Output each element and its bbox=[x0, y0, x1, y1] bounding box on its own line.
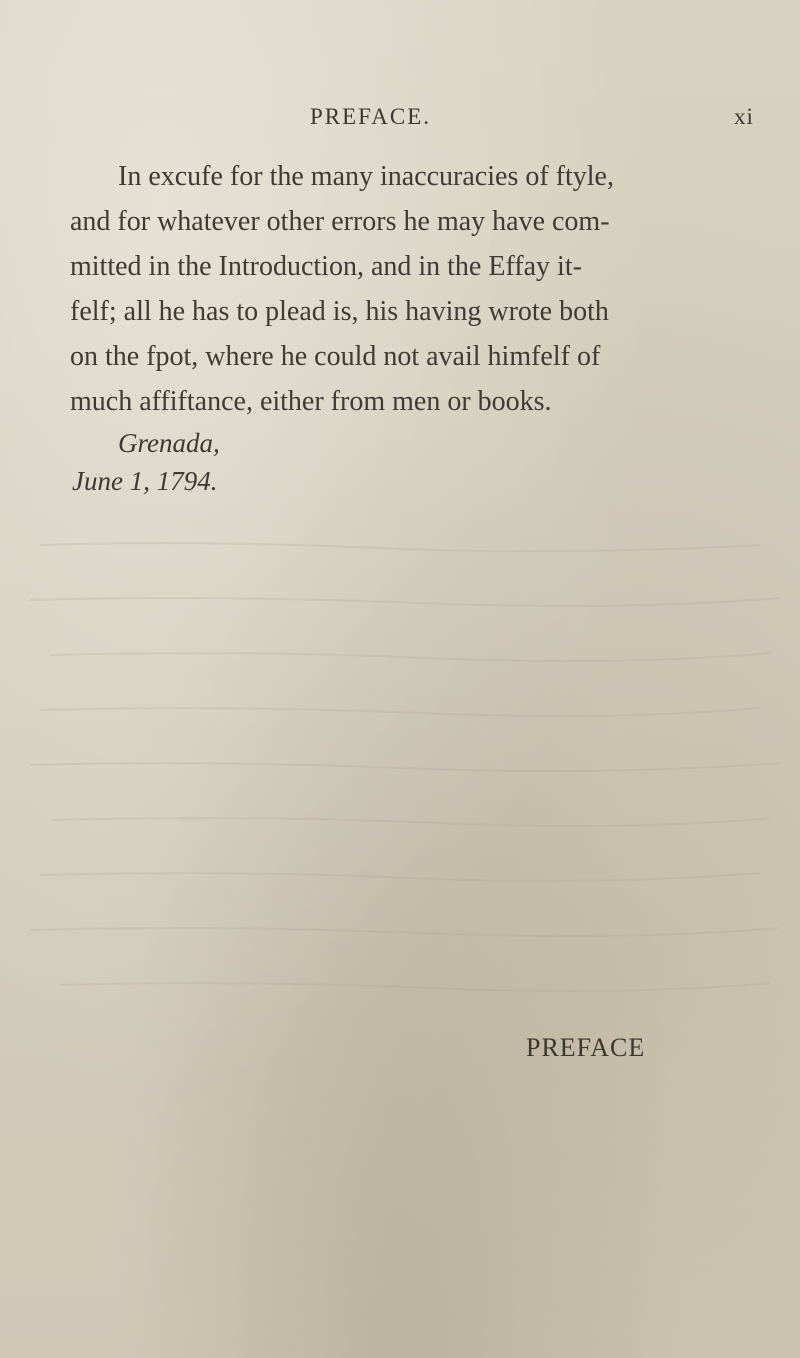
running-title: PREFACE. bbox=[310, 104, 432, 129]
page-number: xi bbox=[734, 104, 754, 129]
catchword: PREFACE bbox=[526, 1033, 646, 1062]
paragraph-line: much affiftance, either from men or books. bbox=[70, 386, 552, 417]
paragraph-line: In excufe for the many inaccuracies of ftyle, bbox=[118, 161, 614, 192]
signoff-date: June 1, 1794. bbox=[72, 466, 218, 496]
signoff-place: Grenada, bbox=[118, 428, 220, 458]
paragraph-line: on the fpot, where he could not avail himfelf of bbox=[70, 341, 601, 372]
paragraph-line: felf; all he has to plead is, his having wrote both bbox=[70, 296, 609, 327]
preface-paragraph bbox=[70, 154, 770, 424]
paragraph-line: and for whatever other errors he may have com- bbox=[70, 206, 610, 237]
paragraph-line: mitted in the Introduction, and in the Effay it- bbox=[70, 251, 582, 282]
